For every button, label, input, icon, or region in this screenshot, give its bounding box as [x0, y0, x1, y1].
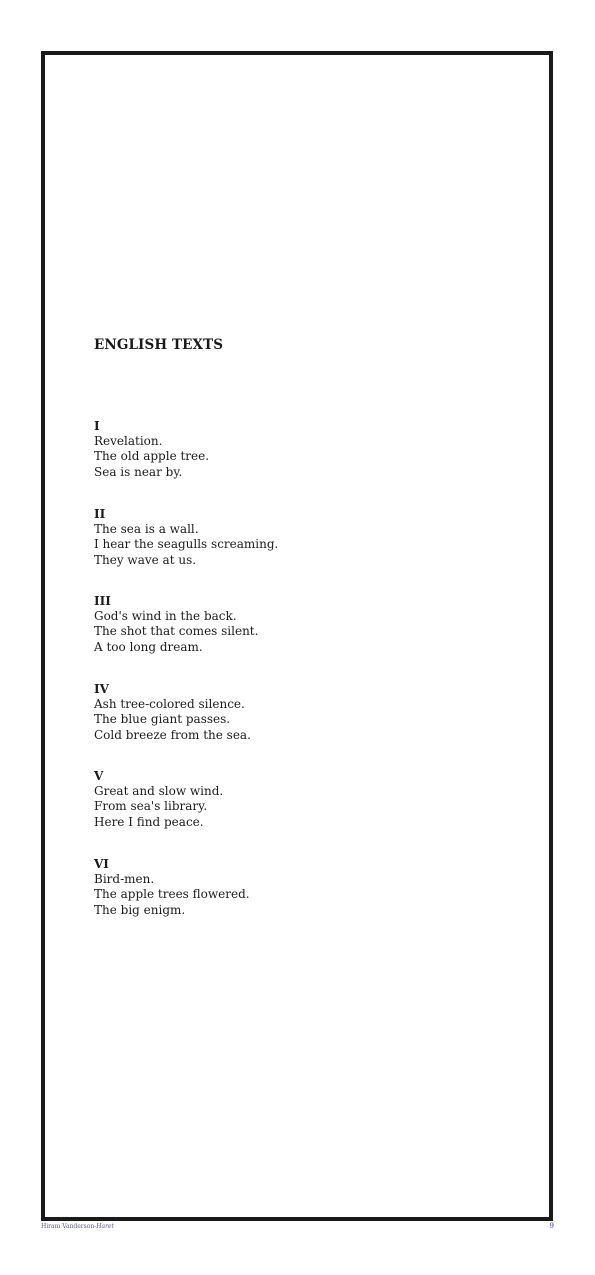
- poem-line: They wave at us.: [94, 552, 197, 567]
- author-first-name: Hiram Vanderson-: [41, 1223, 97, 1230]
- author-last-name: Haret: [96, 1223, 114, 1230]
- poem-number: VI: [94, 857, 109, 871]
- poem-line: The sea is a wall.: [94, 522, 199, 537]
- poem-line: The big enigm.: [94, 902, 186, 917]
- poem-1: [94, 419, 209, 480]
- poem-line: A too long dream.: [94, 639, 203, 654]
- section-heading: ENGLISH TEXTS: [94, 337, 224, 353]
- poem-6: [94, 857, 250, 918]
- poem-line: Cold breeze from the sea.: [94, 727, 251, 742]
- poem-line: Revelation.: [94, 434, 163, 449]
- poem-number: III: [94, 594, 111, 608]
- poem-2: [94, 507, 278, 568]
- poem-line: God's wind in the back.: [94, 609, 237, 624]
- poem-line: Great and slow wind.: [94, 784, 224, 799]
- poem-4: [94, 682, 251, 743]
- poem-line: Bird-men.: [94, 872, 155, 887]
- poem-number: I: [94, 419, 100, 433]
- poem-line: The blue giant passes.: [94, 712, 231, 727]
- poem-number: IV: [94, 682, 109, 696]
- poem-number: II: [94, 507, 106, 521]
- poem-line: The old apple tree.: [94, 449, 210, 464]
- poem-line: The shot that comes silent.: [94, 624, 259, 639]
- poem-3: [94, 594, 258, 655]
- poem-number: V: [94, 769, 104, 783]
- poem-line: Sea is near by.: [94, 464, 183, 479]
- poem-line: From sea's library.: [94, 799, 208, 814]
- poem-line: I hear the seagulls screaming.: [94, 537, 279, 552]
- poem-line: The apple trees flowered.: [94, 887, 250, 902]
- footer-author: [41, 1223, 114, 1230]
- poem-5: [94, 769, 223, 830]
- poem-line: Here I find peace.: [94, 814, 204, 829]
- page-number: 9: [549, 1222, 554, 1230]
- poem-line: Ash tree-colored silence.: [94, 697, 245, 712]
